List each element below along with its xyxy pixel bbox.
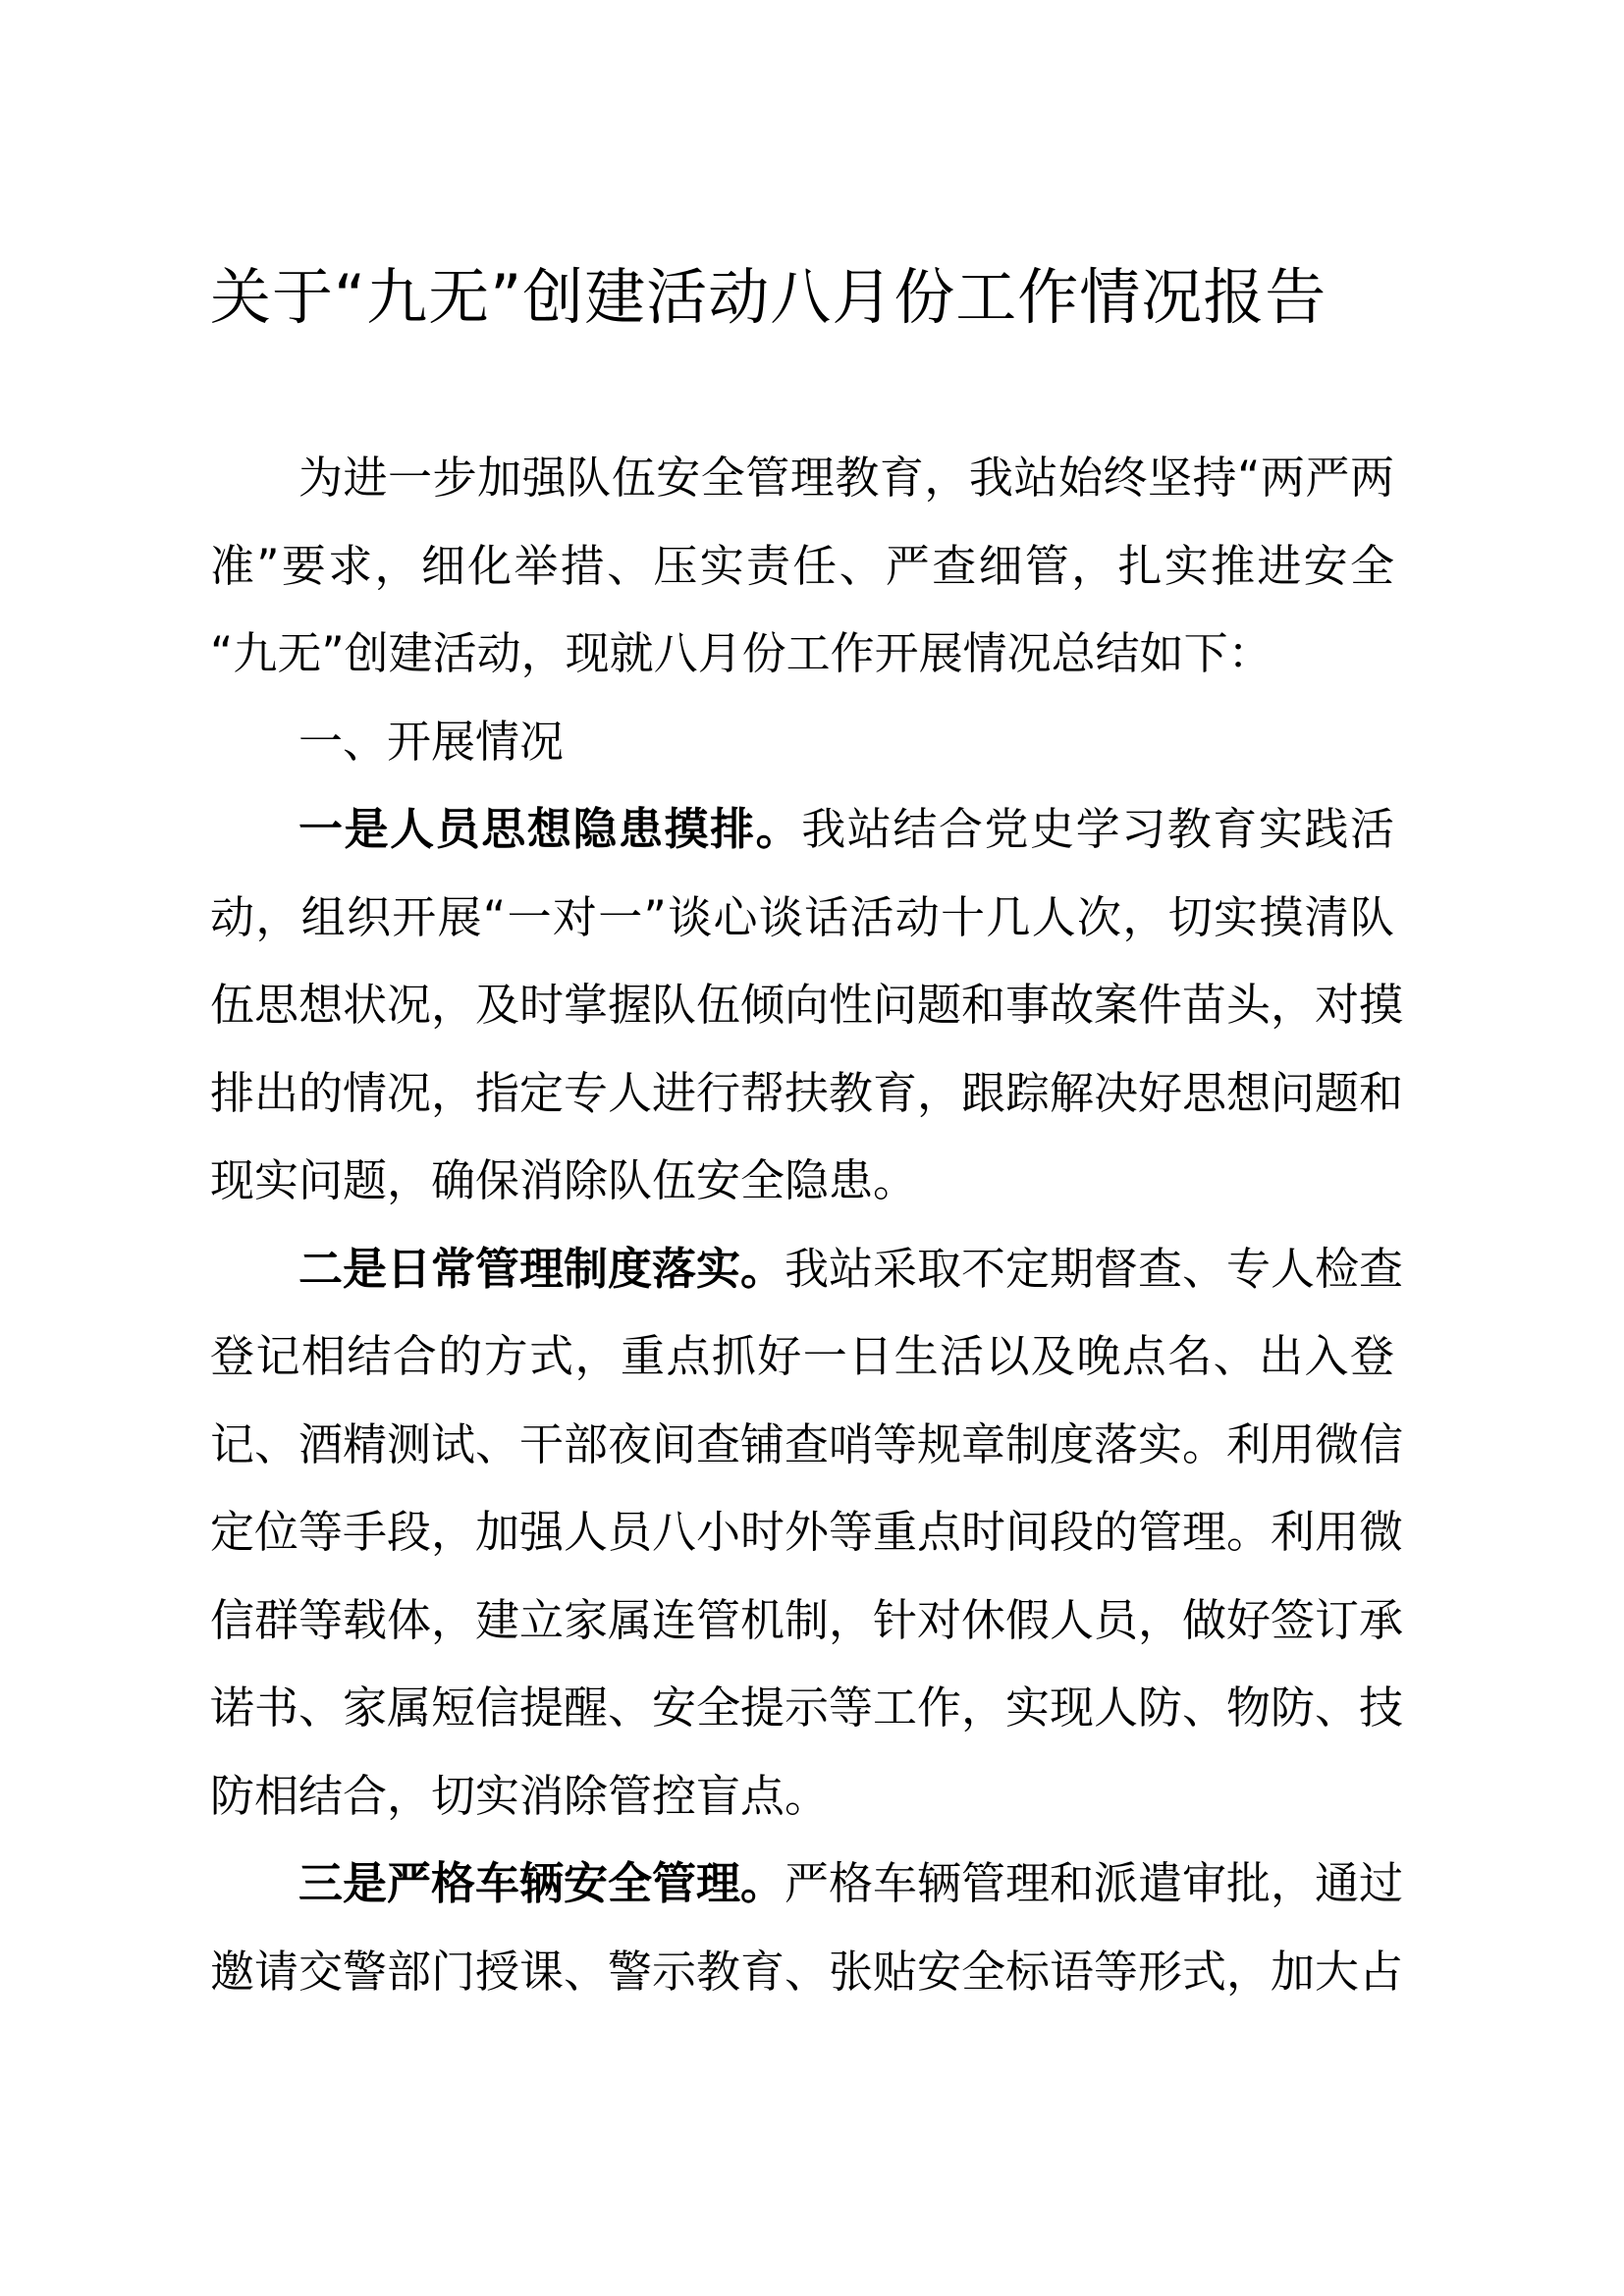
item2-paragraph (210, 1225, 1404, 1841)
item2-line: 定位等手段，加强人员八小时外等重点时间段的管理。利用微 (210, 1506, 1404, 1558)
item1-lead: 一是人员思想隐患摸排。 (298, 803, 802, 855)
item1-line: 动，组织开展“一对一”谈心谈话活动十几人次，切实摸清队 (210, 890, 1394, 943)
item1-paragraph (210, 785, 1404, 1225)
section-heading: 一、开展情况 (298, 715, 565, 768)
item3-paragraph (210, 1840, 1404, 2015)
item1-line: 排出的情况，指定专人进行帮扶教育，跟踪解决好思想问题和 (210, 1066, 1404, 1119)
item2-line: 记、酒精测试、干部夜间查铺查哨等规章制度落实。利用微信 (210, 1417, 1404, 1470)
item3-lead: 三是严格车辆安全管理。 (298, 1857, 785, 1909)
item2-lead: 二是日常管理制度落实。 (298, 1242, 785, 1295)
intro-line: 为进一步加强队伍安全管理教育，我站始终坚持“两严两 (298, 452, 1394, 504)
document-title: 关于“九无”创建活动八月份工作情况报告 (210, 261, 1327, 333)
intro-line: 准”要求，细化举措、压实责任、严查细管，扎实推进安全 (210, 539, 1394, 592)
item1-line: 伍思想状况，及时掌握队伍倾向性问题和事故案件苗头，对摸 (210, 979, 1404, 1031)
item3-first-line (210, 1840, 1404, 1928)
intro-paragraph (210, 434, 1394, 698)
intro-line: “九无”创建活动，现就八月份工作开展情况总结如下： (210, 627, 1272, 679)
document-body (210, 434, 1404, 2015)
item1-first-line (210, 785, 1394, 874)
item2-line: 防相结合，切实消除管控盲点。 (210, 1769, 830, 1822)
item2-first-line (210, 1225, 1404, 1313)
item2-first-rest: 我站采取不定期督查、专人检查 (785, 1242, 1404, 1295)
item2-line: 登记相结合的方式，重点抓好一日生活以及晚点名、出入登 (210, 1330, 1394, 1382)
item3-line: 邀请交警部门授课、警示教育、张贴安全标语等形式，加大占 (210, 1945, 1404, 1998)
item2-line: 诺书、家属短信提醒、安全提示等工作，实现人防、物防、技 (210, 1682, 1404, 1734)
item2-line: 信群等载体，建立家属连管机制，针对休假人员，做好签订承 (210, 1593, 1404, 1646)
item3-first-rest: 严格车辆管理和派遣审批，通过 (785, 1857, 1404, 1909)
item1-first-rest: 我站结合党史学习教育实践活 (801, 803, 1394, 855)
item1-line: 现实问题，确保消除队伍安全隐患。 (210, 1154, 918, 1206)
